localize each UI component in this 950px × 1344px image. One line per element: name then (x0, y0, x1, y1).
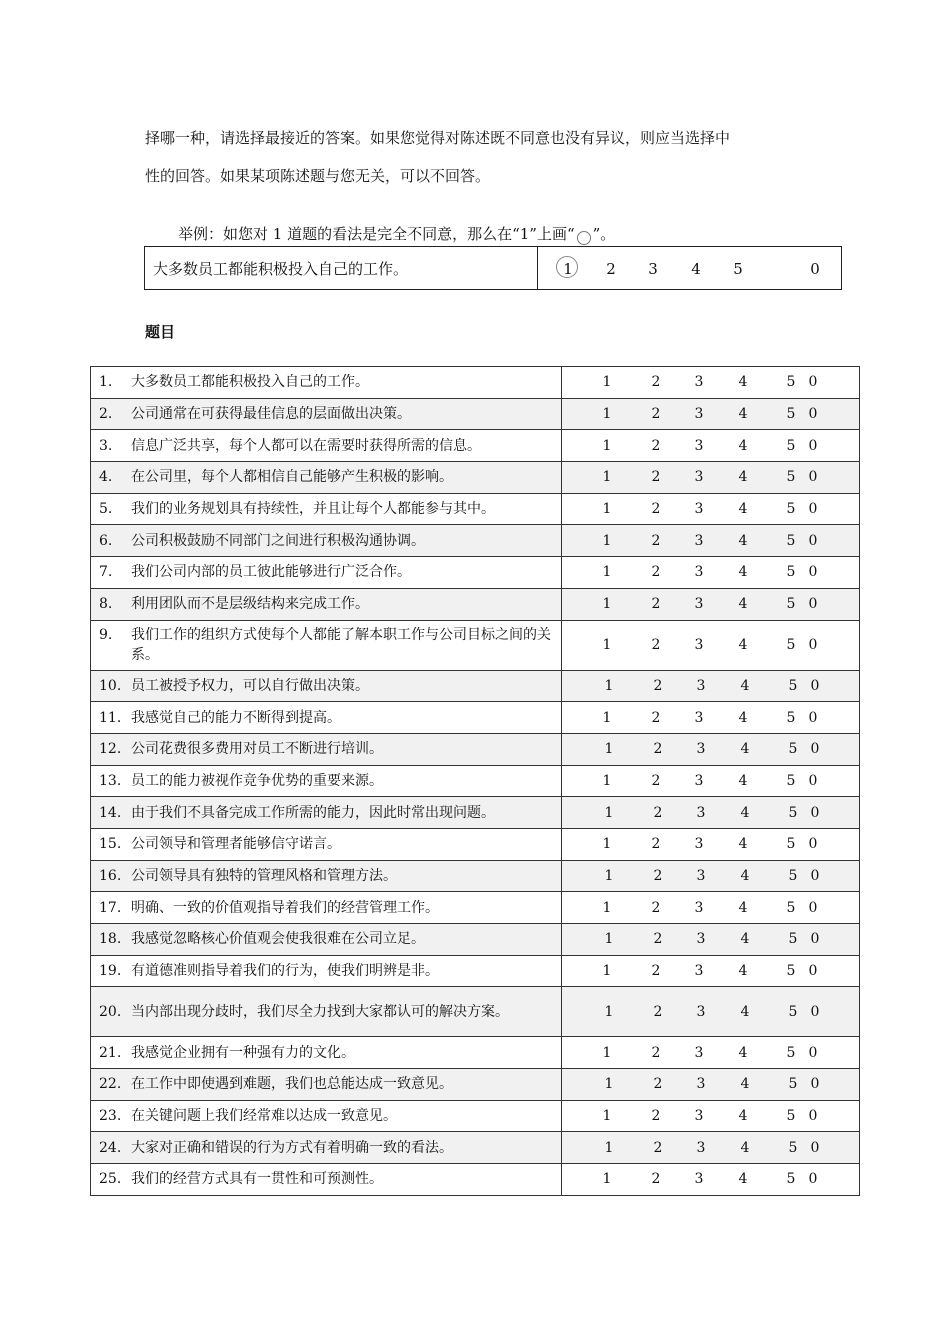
rating-option-1[interactable]: 1 (602, 1108, 612, 1125)
question-text: 公司领导和管理者能够信守诺言。 (131, 836, 341, 853)
question-text: 大家对正确和错误的行为方式有着明确一致的看法。 (131, 1139, 453, 1156)
rating-option-4[interactable]: 4 (738, 1171, 748, 1188)
question-text: 员工的能力被视作竞争优势的重要来源。 (131, 772, 383, 789)
question-row (91, 797, 860, 829)
rating-option-2[interactable]: 2 (651, 406, 661, 423)
question-row (91, 765, 860, 797)
rating-option-5[interactable]: 5 (786, 406, 796, 423)
question-row (91, 367, 860, 399)
rating-option-5[interactable]: 5 (786, 1171, 796, 1188)
rating-option-2[interactable]: 2 (653, 677, 663, 694)
question-text: 大多数员工都能积极投入自己的工作。 (131, 374, 369, 391)
rating-scale-cell (562, 702, 860, 734)
rating-option-5[interactable]: 5 (786, 637, 796, 653)
rating-option-0[interactable]: 0 (808, 836, 818, 853)
question-number: 3. (99, 437, 113, 454)
rating-option-4[interactable]: 4 (740, 1003, 750, 1020)
rating-scale-cell (562, 493, 860, 525)
rating-option-1[interactable]: 1 (604, 1076, 614, 1093)
question-row (91, 1132, 860, 1164)
question-row (91, 398, 860, 430)
rating-option-4[interactable]: 4 (740, 1076, 750, 1093)
rating-option-5[interactable]: 5 (788, 741, 798, 758)
rating-option-2[interactable]: 2 (651, 374, 661, 391)
rating-option-1[interactable]: 1 (602, 772, 612, 789)
example-scale-3: 3 (648, 260, 658, 278)
rating-option-2[interactable]: 2 (651, 772, 661, 789)
question-text: 在公司里，每个人都相信自己能够产生积极的影响。 (131, 469, 453, 486)
rating-option-1[interactable]: 1 (602, 469, 612, 486)
rating-option-1[interactable]: 1 (604, 1003, 614, 1020)
rating-option-3[interactable]: 3 (694, 1044, 704, 1061)
example-statement: 大多数员工都能积极投入自己的工作。 (153, 260, 409, 278)
rating-option-5[interactable]: 5 (786, 963, 796, 980)
rating-option-2[interactable]: 2 (651, 501, 661, 518)
rating-option-3[interactable]: 3 (694, 709, 704, 726)
rating-option-5[interactable]: 5 (786, 772, 796, 789)
question-row (91, 1100, 860, 1132)
question-number: 5. (99, 501, 113, 518)
rating-option-3[interactable]: 3 (696, 1139, 706, 1156)
rating-scale-cell (562, 1037, 860, 1069)
rating-option-0[interactable]: 0 (808, 564, 818, 581)
rating-scale-cell (562, 892, 860, 924)
rating-option-5[interactable]: 5 (786, 437, 796, 454)
rating-option-0[interactable]: 0 (810, 867, 820, 884)
rating-option-0[interactable]: 0 (808, 1171, 818, 1188)
rating-option-3[interactable]: 3 (694, 469, 704, 486)
rating-scale-cell (562, 1164, 860, 1196)
question-row (91, 987, 860, 1037)
question-number: 7. (99, 564, 113, 581)
rating-option-1[interactable]: 1 (604, 867, 614, 884)
rating-option-5[interactable]: 5 (786, 532, 796, 549)
rating-option-2[interactable]: 2 (653, 741, 663, 758)
rating-option-2[interactable]: 2 (651, 899, 661, 916)
question-number: 24. (99, 1139, 122, 1156)
question-statement-cell (91, 525, 562, 557)
rating-option-0[interactable]: 0 (808, 406, 818, 423)
rating-scale-cell (562, 670, 860, 702)
rating-option-0[interactable]: 0 (808, 1108, 818, 1125)
rating-option-1[interactable]: 1 (602, 437, 612, 454)
rating-option-4[interactable]: 4 (738, 501, 748, 518)
rating-option-4[interactable]: 4 (740, 741, 750, 758)
rating-scale-cell (562, 733, 860, 765)
rating-scale-cell (562, 430, 860, 462)
question-statement-cell (91, 493, 562, 525)
rating-option-3[interactable]: 3 (694, 1171, 704, 1188)
rating-option-5[interactable]: 5 (786, 709, 796, 726)
question-number: 12. (99, 741, 122, 758)
question-number: 25. (99, 1171, 122, 1188)
rating-option-4[interactable]: 4 (740, 867, 750, 884)
rating-option-0[interactable]: 0 (808, 501, 818, 518)
rating-option-2[interactable]: 2 (651, 637, 661, 653)
question-text: 公司积极鼓励不同部门之间进行积极沟通协调。 (131, 532, 425, 549)
question-number: 21. (99, 1044, 122, 1061)
rating-option-3[interactable]: 3 (696, 867, 706, 884)
question-number: 16. (99, 867, 122, 884)
question-number: 20. (99, 1003, 122, 1020)
question-row (91, 620, 860, 670)
question-number: 23. (99, 1108, 122, 1125)
rating-option-1[interactable]: 1 (602, 637, 612, 653)
rating-option-0[interactable]: 0 (810, 677, 820, 694)
question-row (91, 1164, 860, 1196)
section-title: 题目 (145, 323, 176, 341)
question-row (91, 462, 860, 494)
rating-option-5[interactable]: 5 (788, 1139, 798, 1156)
rating-option-5[interactable]: 5 (786, 899, 796, 916)
rating-scale-cell (562, 987, 860, 1037)
question-statement-cell (91, 367, 562, 399)
question-statement-cell (91, 733, 562, 765)
question-number: 9. (99, 627, 113, 643)
rating-option-4[interactable]: 4 (738, 596, 748, 613)
question-number: 10. (99, 677, 122, 694)
question-statement-cell (91, 797, 562, 829)
question-text: 我们公司内部的员工彼此能够进行广泛合作。 (131, 564, 411, 581)
question-text: 公司领导具有独特的管理风格和管理方法。 (131, 867, 397, 884)
question-row (91, 860, 860, 892)
rating-option-3[interactable]: 3 (694, 836, 704, 853)
rating-scale-cell (562, 1069, 860, 1101)
question-number: 19. (99, 963, 122, 980)
rating-option-0[interactable]: 0 (810, 1139, 820, 1156)
question-statement-cell (91, 462, 562, 494)
rating-option-0[interactable]: 0 (808, 637, 818, 653)
rating-option-4[interactable]: 4 (738, 709, 748, 726)
question-number: 15. (99, 836, 122, 853)
question-text: 公司花费很多费用对员工不断进行培训。 (131, 741, 383, 758)
question-text: 我感觉自己的能力不断得到提高。 (131, 709, 341, 726)
question-text: 明确、一致的价值观指导着我们的经营管理工作。 (131, 899, 439, 916)
rating-option-0[interactable]: 0 (810, 1076, 820, 1093)
rating-scale-cell (562, 955, 860, 987)
rating-option-4[interactable]: 4 (738, 437, 748, 454)
question-number: 17. (99, 899, 122, 916)
rating-option-2[interactable]: 2 (651, 1171, 661, 1188)
question-statement-cell (91, 860, 562, 892)
rating-option-4[interactable]: 4 (738, 532, 748, 549)
rating-option-2[interactable]: 2 (651, 532, 661, 549)
question-row (91, 588, 860, 620)
question-number: 8. (99, 596, 113, 613)
rating-option-1[interactable]: 1 (604, 931, 614, 948)
rating-option-1[interactable]: 1 (602, 709, 612, 726)
rating-option-0[interactable]: 0 (808, 709, 818, 726)
rating-option-3[interactable]: 3 (696, 741, 706, 758)
example-scale-2: 2 (606, 260, 616, 278)
rating-option-2[interactable]: 2 (651, 437, 661, 454)
rating-scale-cell (562, 525, 860, 557)
question-number: 6. (99, 532, 113, 549)
rating-option-2[interactable]: 2 (653, 1139, 663, 1156)
question-text: 在关键问题上我们经常难以达成一致意见。 (131, 1108, 397, 1125)
question-number: 22. (99, 1076, 122, 1093)
rating-scale-cell (562, 1132, 860, 1164)
question-statement-cell (91, 557, 562, 589)
rating-option-4[interactable]: 4 (738, 899, 748, 916)
example-scale-5: 5 (733, 260, 743, 278)
rating-option-3[interactable]: 3 (694, 532, 704, 549)
rating-option-0[interactable]: 0 (808, 899, 818, 916)
rating-scale-cell (562, 557, 860, 589)
rating-option-0[interactable]: 0 (810, 1003, 820, 1020)
question-text: 我感觉忽略核心价值观会使我很难在公司立足。 (131, 931, 425, 948)
rating-scale-cell (562, 765, 860, 797)
rating-option-1[interactable]: 1 (602, 1171, 612, 1188)
rating-option-2[interactable]: 2 (651, 1044, 661, 1061)
question-text: 公司通常在可获得最佳信息的层面做出决策。 (131, 406, 411, 423)
rating-option-4[interactable]: 4 (740, 931, 750, 948)
rating-scale-cell (562, 860, 860, 892)
rating-scale-cell (562, 398, 860, 430)
rating-option-2[interactable]: 2 (651, 1108, 661, 1125)
rating-option-3[interactable]: 3 (694, 963, 704, 980)
rating-option-5[interactable]: 5 (786, 374, 796, 391)
rating-option-4[interactable]: 4 (740, 804, 750, 821)
rating-option-2[interactable]: 2 (651, 469, 661, 486)
question-text: 员工被授予权力，可以自行做出决策。 (131, 677, 369, 694)
rating-option-3[interactable]: 3 (696, 931, 706, 948)
question-text: 我们的业务规划具有持续性，并且让每个人都能参与其中。 (131, 501, 495, 518)
question-statement-cell (91, 828, 562, 860)
rating-option-0[interactable]: 0 (808, 532, 818, 549)
rating-option-4[interactable]: 4 (738, 963, 748, 980)
rating-option-5[interactable]: 5 (786, 1044, 796, 1061)
rating-option-4[interactable]: 4 (738, 374, 748, 391)
rating-option-1[interactable]: 1 (604, 1139, 614, 1156)
question-statement-cell (91, 924, 562, 956)
rating-option-5[interactable]: 5 (786, 836, 796, 853)
rating-option-1[interactable]: 1 (602, 899, 612, 916)
question-text: 当内部出现分歧时，我们尽全力找到大家都认可的解决方案。 (131, 1003, 509, 1020)
question-statement-cell (91, 1132, 562, 1164)
rating-scale-cell (562, 588, 860, 620)
rating-option-5[interactable]: 5 (786, 1108, 796, 1125)
question-number: 11. (99, 709, 122, 726)
question-row (91, 1037, 860, 1069)
rating-option-5[interactable]: 5 (788, 804, 798, 821)
circle-mark-icon (577, 231, 591, 245)
question-text: 利用团队而不是层级结构来完成工作。 (131, 596, 369, 613)
rating-option-2[interactable]: 2 (653, 1076, 663, 1093)
rating-option-1[interactable]: 1 (602, 501, 612, 518)
rating-option-3[interactable]: 3 (694, 637, 704, 653)
question-number: 14. (99, 804, 122, 821)
rating-option-3[interactable]: 3 (694, 437, 704, 454)
rating-option-2[interactable]: 2 (653, 867, 663, 884)
question-text: 有道德准则指导着我们的行为，使我们明辨是非。 (131, 963, 439, 980)
question-statement-cell (91, 620, 562, 670)
rating-option-2[interactable]: 2 (651, 596, 661, 613)
rating-option-3[interactable]: 3 (694, 772, 704, 789)
rating-option-1[interactable]: 1 (602, 963, 612, 980)
rating-option-0[interactable]: 0 (810, 804, 820, 821)
rating-option-1[interactable]: 1 (602, 1044, 612, 1061)
question-row (91, 892, 860, 924)
intro-line-1: 择哪一种，请选择最接近的答案。如果您觉得对陈述既不同意也没有异议，则应当选择中 (145, 129, 731, 147)
rating-option-3[interactable]: 3 (694, 596, 704, 613)
example-scale-0: 0 (810, 260, 820, 278)
rating-option-0[interactable]: 0 (808, 437, 818, 454)
question-row (91, 733, 860, 765)
rating-scale-cell (562, 924, 860, 956)
rating-option-1[interactable]: 1 (602, 564, 612, 581)
question-row (91, 525, 860, 557)
rating-option-5[interactable]: 5 (788, 1003, 798, 1020)
rating-option-4[interactable]: 4 (738, 1108, 748, 1125)
question-row (91, 924, 860, 956)
question-statement-cell (91, 765, 562, 797)
rating-option-2[interactable]: 2 (651, 709, 661, 726)
example-caption-after: ”。 (592, 225, 616, 243)
rating-option-0[interactable]: 0 (810, 741, 820, 758)
question-statement-cell (91, 955, 562, 987)
rating-option-5[interactable]: 5 (788, 677, 798, 694)
rating-option-4[interactable]: 4 (738, 406, 748, 423)
question-statement-cell (91, 1100, 562, 1132)
rating-scale-cell (562, 828, 860, 860)
example-box (144, 246, 842, 290)
rating-option-1[interactable]: 1 (604, 741, 614, 758)
question-text: 在工作中即使遇到难题，我们也总能达成一致意见。 (131, 1076, 453, 1093)
rating-option-3[interactable]: 3 (696, 1076, 706, 1093)
question-row (91, 702, 860, 734)
question-text: 我感觉企业拥有一种强有力的文化。 (131, 1044, 355, 1061)
rating-option-2[interactable]: 2 (653, 931, 663, 948)
question-row (91, 430, 860, 462)
rating-option-0[interactable]: 0 (808, 963, 818, 980)
question-text: 由于我们不具备完成工作所需的能力，因此时常出现问题。 (131, 804, 495, 821)
rating-option-1[interactable]: 1 (604, 677, 614, 694)
rating-option-5[interactable]: 5 (788, 867, 798, 884)
rating-option-3[interactable]: 3 (694, 501, 704, 518)
example-scale-1-circled: 1 (558, 259, 578, 279)
rating-option-5[interactable]: 5 (786, 564, 796, 581)
example-caption (178, 224, 615, 245)
question-number: 4. (99, 469, 113, 486)
rating-option-5[interactable]: 5 (788, 1076, 798, 1093)
question-statement-cell (91, 1069, 562, 1101)
intro-line-2: 性的回答。如果某项陈述题与您无关，可以不回答。 (145, 167, 491, 185)
question-statement-cell (91, 987, 562, 1037)
question-number: 18. (99, 931, 122, 948)
question-row (91, 670, 860, 702)
rating-option-1[interactable]: 1 (602, 836, 612, 853)
question-row (91, 557, 860, 589)
rating-option-0[interactable]: 0 (808, 374, 818, 391)
rating-option-4[interactable]: 4 (738, 1044, 748, 1061)
rating-scale-cell (562, 462, 860, 494)
rating-scale-cell (562, 797, 860, 829)
rating-option-3[interactable]: 3 (694, 406, 704, 423)
question-statement-cell (91, 398, 562, 430)
rating-option-4[interactable]: 4 (738, 772, 748, 789)
questionnaire-table (90, 366, 860, 1196)
rating-option-0[interactable]: 0 (808, 772, 818, 789)
rating-option-1[interactable]: 1 (602, 596, 612, 613)
question-row (91, 955, 860, 987)
rating-option-1[interactable]: 1 (602, 532, 612, 549)
rating-option-5[interactable]: 5 (786, 501, 796, 518)
rating-option-2[interactable]: 2 (651, 564, 661, 581)
question-statement-cell (91, 892, 562, 924)
rating-option-2[interactable]: 2 (653, 804, 663, 821)
rating-option-1[interactable]: 1 (602, 406, 612, 423)
rating-option-3[interactable]: 3 (694, 1108, 704, 1125)
rating-option-1[interactable]: 1 (602, 374, 612, 391)
question-row (91, 828, 860, 860)
rating-scale-cell (562, 1100, 860, 1132)
question-number: 1. (99, 374, 113, 391)
rating-option-4[interactable]: 4 (738, 564, 748, 581)
rating-option-0[interactable]: 0 (810, 931, 820, 948)
rating-option-3[interactable]: 3 (696, 677, 706, 694)
rating-option-4[interactable]: 4 (740, 677, 750, 694)
question-statement-cell (91, 702, 562, 734)
question-text: 我们工作的组织方式使每个人都能了解本职工作与公司目标之间的关系。 (131, 627, 551, 663)
rating-option-0[interactable]: 0 (808, 596, 818, 613)
rating-option-0[interactable]: 0 (808, 469, 818, 486)
rating-option-4[interactable]: 4 (738, 469, 748, 486)
rating-option-2[interactable]: 2 (651, 836, 661, 853)
rating-option-0[interactable]: 0 (808, 1044, 818, 1061)
rating-scale-cell (562, 620, 860, 670)
rating-option-4[interactable]: 4 (738, 637, 748, 653)
rating-option-2[interactable]: 2 (653, 1003, 663, 1020)
rating-scale-cell (562, 367, 860, 399)
question-statement-cell (91, 1164, 562, 1196)
rating-option-4[interactable]: 4 (740, 1139, 750, 1156)
example-divider (537, 247, 538, 289)
question-statement-cell (91, 1037, 562, 1069)
question-statement-cell (91, 670, 562, 702)
question-statement-cell (91, 430, 562, 462)
question-row (91, 1069, 860, 1101)
rating-option-5[interactable]: 5 (786, 469, 796, 486)
question-number: 2. (99, 406, 113, 423)
question-statement-cell (91, 588, 562, 620)
rating-option-3[interactable]: 3 (694, 374, 704, 391)
rating-option-2[interactable]: 2 (651, 963, 661, 980)
question-number: 13. (99, 772, 122, 789)
rating-option-5[interactable]: 5 (788, 931, 798, 948)
example-caption-before: 举例：如您对 1 道题的看法是完全不同意，那么在“1”上画“ (178, 225, 575, 243)
rating-option-3[interactable]: 3 (694, 899, 704, 916)
rating-option-1[interactable]: 1 (604, 804, 614, 821)
rating-option-3[interactable]: 3 (694, 564, 704, 581)
rating-option-4[interactable]: 4 (738, 836, 748, 853)
question-row (91, 493, 860, 525)
rating-option-5[interactable]: 5 (786, 596, 796, 613)
question-text: 信息广泛共享，每个人都可以在需要时获得所需的信息。 (131, 437, 481, 454)
example-scale-4: 4 (691, 260, 701, 278)
question-text: 我们的经营方式具有一贯性和可预测性。 (131, 1171, 383, 1188)
rating-option-3[interactable]: 3 (696, 804, 706, 821)
rating-option-3[interactable]: 3 (696, 1003, 706, 1020)
